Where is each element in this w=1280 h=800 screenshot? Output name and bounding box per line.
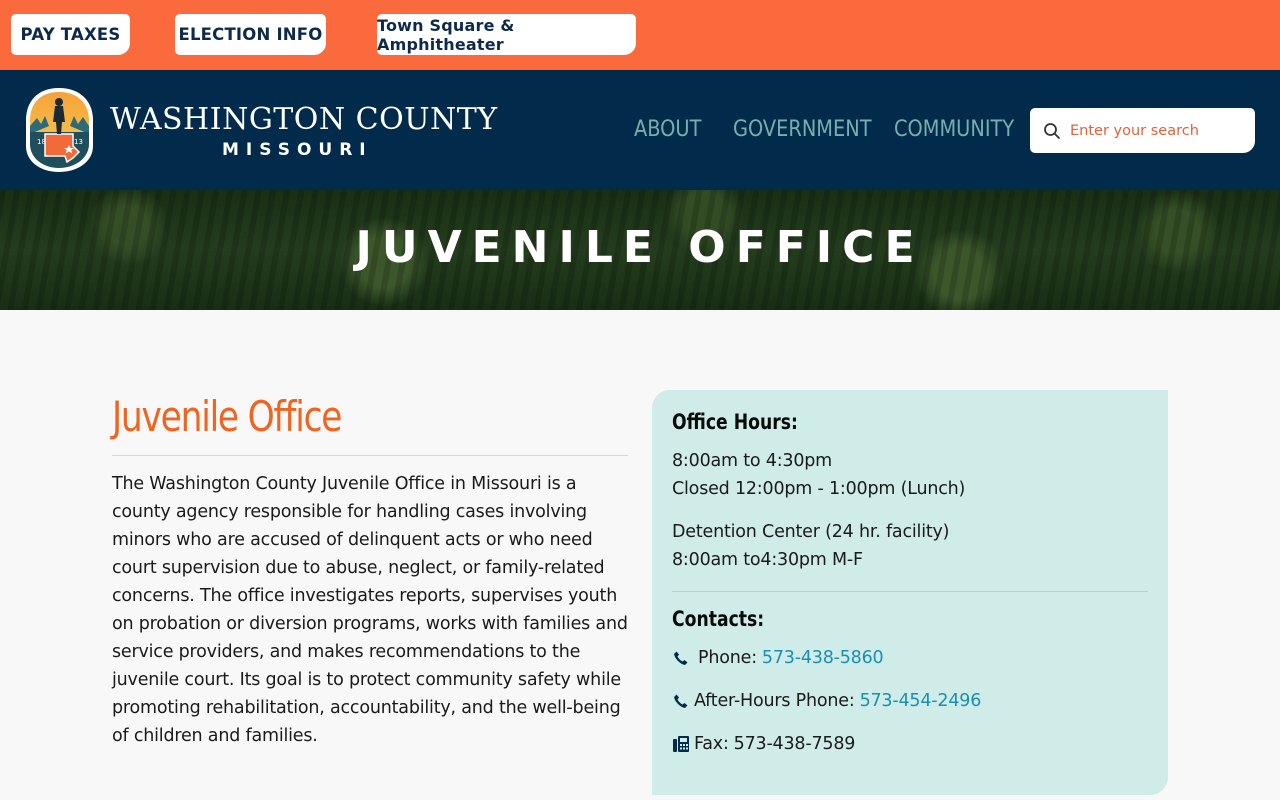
contact-after-hours-phone bbox=[672, 691, 981, 711]
detention-hours-line: 8:00am to4:30pm M-F bbox=[672, 550, 863, 570]
office-info-card bbox=[652, 390, 1168, 795]
county-seal-icon bbox=[23, 86, 96, 174]
brand-subtitle: MISSOURI bbox=[222, 140, 373, 160]
phone-icon bbox=[672, 692, 690, 710]
search-box[interactable] bbox=[1030, 108, 1255, 153]
contacts-heading: Contacts: bbox=[672, 607, 765, 631]
lunch-hours-line: Closed 12:00pm - 1:00pm (Lunch) bbox=[672, 479, 966, 499]
phone-icon bbox=[672, 649, 690, 667]
divider bbox=[112, 455, 628, 456]
fax-number: 573-438-7589 bbox=[733, 734, 856, 754]
election-info-button[interactable]: ELECTION INFO bbox=[175, 14, 326, 55]
contact-label: Phone: bbox=[698, 648, 757, 668]
county-logo[interactable] bbox=[23, 86, 96, 174]
nav-community[interactable]: COMMUNITY bbox=[894, 117, 1015, 142]
pay-taxes-button[interactable]: PAY TAXES bbox=[11, 14, 130, 55]
page-title: Juvenile Office bbox=[112, 392, 342, 441]
nav-government[interactable]: GOVERNMENT bbox=[733, 117, 872, 142]
card-divider bbox=[672, 591, 1148, 592]
office-hours-heading: Office Hours: bbox=[672, 410, 798, 434]
contact-label: Fax: bbox=[694, 734, 729, 754]
description-text: The Washington County Juvenile Office in Missouri is a county agency responsible for handling cases involving minors who are accused of delinquent acts or who need court supervision due to abuse, neglect, or family-related concerns. The office investigates reports, supervises youth on probation or diversion programs, works with families and service providers, and makes recommendations to the juvenile court. Its goal is to protect community safety while promoting rehabilitation, accountability, and the well-being of children and families. bbox=[112, 474, 628, 746]
nav-about[interactable]: ABOUT bbox=[634, 117, 702, 142]
site-header bbox=[0, 70, 1280, 190]
hero-banner bbox=[0, 190, 1280, 310]
utility-bar bbox=[0, 0, 1280, 70]
town-square-button[interactable]: Town Square & Amphitheater bbox=[377, 14, 636, 55]
contact-fax bbox=[672, 734, 855, 754]
hours-line: 8:00am to 4:30pm bbox=[672, 451, 833, 471]
seal-right-number: 13 bbox=[74, 138, 83, 146]
fax-icon bbox=[672, 735, 690, 753]
hero-title: JUVENILE OFFICE bbox=[355, 222, 925, 273]
phone-link[interactable]: 573-438-5860 bbox=[761, 648, 884, 668]
search-icon[interactable] bbox=[1043, 122, 1061, 140]
contact-phone bbox=[672, 648, 883, 668]
search-input[interactable] bbox=[1070, 123, 1240, 139]
seal-left-number: 18 bbox=[37, 138, 46, 146]
contact-label: After-Hours Phone: bbox=[694, 691, 855, 711]
after-hours-phone-link[interactable]: 573-454-2496 bbox=[859, 691, 982, 711]
brand-title[interactable]: WASHINGTON COUNTY bbox=[110, 102, 498, 137]
detention-center-line: Detention Center (24 hr. facility) bbox=[672, 522, 950, 542]
